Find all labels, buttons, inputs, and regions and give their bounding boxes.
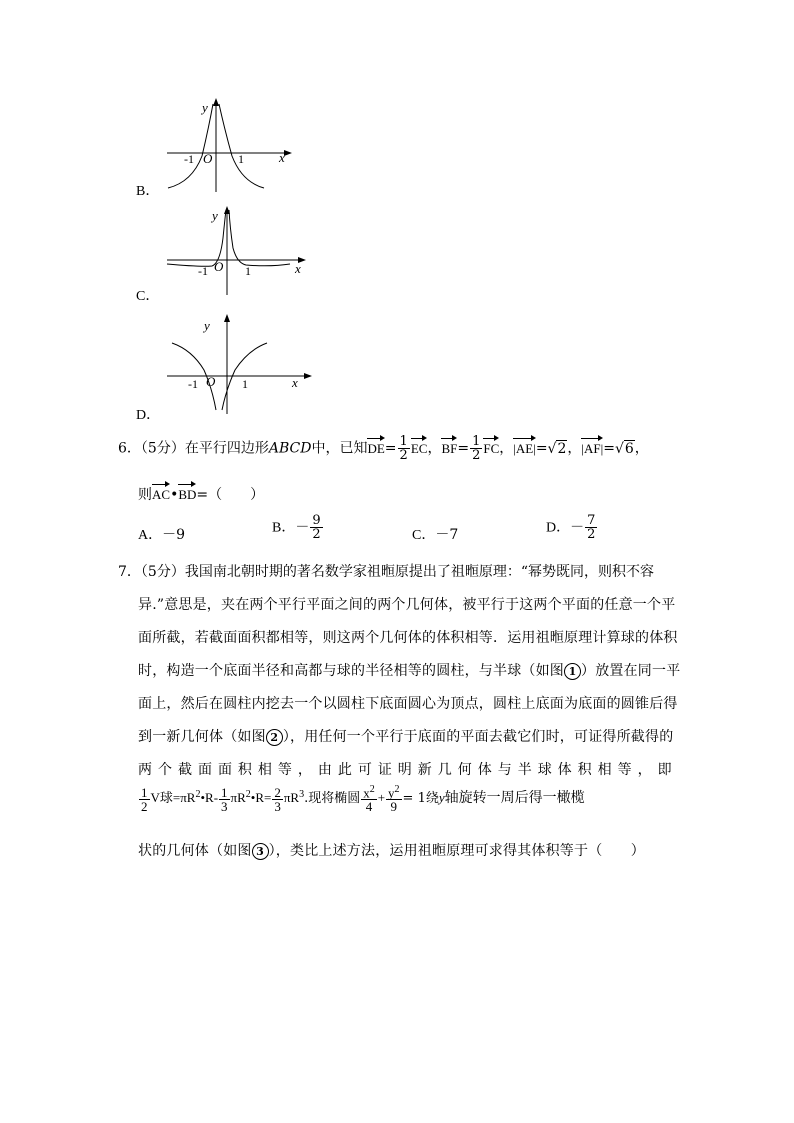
q6-sqrt-2 — [548, 441, 568, 457]
formula-x-frac — [361, 785, 377, 813]
q7-line9a: 状的几何体（如图 — [138, 843, 252, 859]
graph-d-plot — [130, 310, 330, 420]
q7-line7-char: 等 — [277, 762, 293, 778]
q7-line7-char: 球 — [537, 762, 552, 778]
q6-option-b[interactable] — [272, 514, 324, 541]
q6-option-d-minus: － — [570, 519, 585, 536]
q6-option-d-frac — [585, 514, 597, 541]
q6-eq4: = — [603, 440, 615, 457]
formula-plus: + — [377, 790, 386, 806]
q6-option-a-value: －9 — [162, 527, 186, 543]
formula-third-den: 3 — [221, 798, 228, 814]
q7-line7-char: 由 — [317, 762, 333, 778]
graph-d-origin: O — [206, 374, 216, 389]
formula-x-sq: 2 — [369, 784, 375, 795]
q6-eq2: = — [457, 440, 470, 457]
q6-option-c-value: －7 — [435, 527, 459, 543]
question-7-line-9 — [138, 840, 645, 860]
formula-third — [219, 786, 230, 813]
formula-v: V球 — [150, 790, 173, 806]
q6-option-b-label: B． — [272, 520, 296, 536]
q7-line7-char: 积 — [577, 762, 592, 778]
graph-d — [130, 310, 330, 423]
formula-y-den: 9 — [386, 799, 402, 813]
q7-line6b: ），用任何一个平行于底面的平面去截它们时，可证得所截得的 — [282, 729, 674, 745]
graph-c-pos: 1 — [245, 264, 251, 278]
formula-rest: 轴旋转一周后得一橄榄 — [444, 790, 585, 807]
vec-af: |AF| — [581, 440, 604, 456]
q7-line7-char: ， — [637, 762, 652, 778]
q6-number: 6． — [118, 440, 141, 457]
question-7-line-2: 异.”意思是，夹在两个平行平面之间的两个几何体，被平行于这两个平面的任意一个平 — [138, 597, 676, 613]
q6-ask-post: =（ ） — [196, 487, 265, 503]
q6-frac-1-den: 2 — [399, 448, 408, 463]
graph-b — [130, 96, 330, 201]
q7-line7-char: 证 — [377, 762, 393, 778]
option-d-label: D． — [136, 408, 161, 423]
q7-line7-char: 明 — [397, 762, 412, 778]
q6-abcd: ABCD — [268, 440, 312, 457]
formula-eq1: = 1绕 — [402, 791, 439, 807]
graph-b-origin: O — [203, 151, 213, 166]
vec-de: DE — [367, 440, 385, 456]
formula-sq-1: 2 — [195, 788, 201, 800]
q6-option-d-num: 7 — [587, 513, 596, 528]
q6-option-b-frac — [310, 514, 322, 541]
q7-line7-char: 等 — [617, 762, 632, 778]
q6-option-d-label: D． — [546, 520, 571, 536]
q6-sqrt-sym-2: √ — [614, 440, 624, 457]
q7-line7-char: 几 — [437, 762, 452, 778]
formula-two-den: 3 — [274, 798, 281, 814]
q6-option-b-minus: － — [295, 519, 310, 536]
q6-score: （5分） — [140, 440, 185, 457]
graph-b-x: x — [279, 150, 285, 165]
question-7-line-4 — [138, 660, 680, 680]
formula-half-num: 1 — [141, 784, 148, 800]
formula-pi2: πR — [230, 790, 246, 806]
q7-line7-char: 何 — [457, 762, 472, 778]
q6-option-a-label: A． — [138, 528, 163, 543]
formula-r2: •R= — [250, 790, 272, 806]
q7-line7-char: 新 — [417, 762, 432, 778]
formula-y-sq: 2 — [394, 784, 400, 795]
q6-ask — [138, 484, 264, 504]
q6-option-c[interactable] — [412, 524, 458, 544]
q7-score: （5分） — [140, 564, 185, 580]
graph-c-plot — [130, 203, 330, 303]
q7-line7-char: 相 — [257, 762, 273, 778]
option-b-label: B． — [136, 184, 160, 199]
graph-d-x: x — [292, 375, 298, 390]
q6-frac-1-num: 1 — [399, 434, 408, 449]
formula-text: .现将椭圆 — [304, 791, 361, 807]
formula-half — [139, 786, 150, 813]
q7-line7-char: 此 — [337, 762, 353, 778]
q6-comma-3: ， — [567, 440, 582, 457]
formula-x-den: 4 — [361, 799, 377, 813]
option-c-label: C． — [136, 289, 160, 304]
formula-yaxis: y — [438, 790, 445, 806]
q7-line4a: 时，构造一个底面半径和高都与球的半径相等的圆柱，与半球（如图 — [138, 663, 564, 679]
q7-line7-char: 面 — [217, 762, 233, 778]
q7-line7-char: 体 — [557, 762, 572, 778]
formula-third-num: 1 — [221, 784, 228, 800]
q6-text-b: 中，已知 — [311, 440, 368, 457]
vec-fc: FC — [483, 440, 500, 456]
question-7-line-6 — [138, 726, 673, 746]
q7-line7-char: ， — [297, 762, 313, 778]
q6-option-c-label: C． — [412, 528, 436, 543]
q7-line4b: ）放置在同一平 — [581, 663, 681, 679]
graph-d-y: y — [204, 318, 210, 333]
q6-frac-2-den: 2 — [472, 448, 481, 463]
graph-c-y: y — [212, 208, 218, 223]
q7-line6a: 到一新几何体（如图 — [138, 729, 266, 745]
q7-line7-char: 可 — [357, 762, 373, 778]
formula-y: y — [388, 785, 395, 801]
graph-b-plot — [130, 96, 330, 201]
q7-line7-char: 即 — [657, 762, 672, 778]
formula-sq-2: 2 — [245, 788, 251, 800]
formula-pi: =πR — [172, 790, 196, 806]
q6-comma-1: ， — [427, 440, 442, 457]
q7-line1: 我国南北朝时期的著名数学家祖暅原提出了祖暅原理：“幂势既同，则积不容 — [184, 564, 654, 580]
graph-d-neg: -1 — [188, 377, 198, 391]
q6-frac-1 — [398, 435, 410, 462]
question-7-line-3: 面所截，若截面面积都相等，则这两个几何体的体积相等．运用祖暅原理计算球的体积 — [138, 630, 678, 646]
question-7-line-5: 面上，然后在圆柱内挖去一个以圆柱下底面圆心为顶点，圆柱上底面为底面的圆锥后得 — [138, 696, 678, 712]
q7-line7-char: 个 — [157, 762, 173, 778]
graph-b-y: y — [202, 100, 208, 115]
q7-line9b: ），类比上述方法，运用祖暅原理可求得其体积等于（ ） — [268, 843, 646, 859]
q7-line7-char: 面 — [197, 762, 213, 778]
vec-ec: EC — [410, 440, 428, 456]
q6-comma-2: ， — [499, 440, 514, 457]
figure-3-marker: 3 — [252, 843, 269, 860]
formula-x-num — [361, 785, 377, 799]
q6-option-d-den: 2 — [587, 527, 596, 542]
q7-line7-char: 相 — [597, 762, 612, 778]
q6-sqrt-sym-1: √ — [547, 440, 557, 457]
vec-bd: BD — [178, 487, 197, 502]
formula-y-frac — [386, 785, 402, 813]
q6-ask-pre: 则 — [138, 487, 152, 503]
vec-ae: |AE| — [513, 440, 536, 456]
graph-d-pos: 1 — [242, 377, 248, 391]
vec-bf: BF — [441, 440, 458, 456]
formula-two-num: 2 — [274, 784, 281, 800]
graph-c-origin: O — [214, 259, 224, 274]
question-7-line-7 — [138, 759, 672, 779]
q6-frac-2-num: 1 — [472, 434, 481, 449]
q7-line7-char: 体 — [477, 762, 492, 778]
q6-text-a: 在平行四边形 — [184, 440, 269, 457]
graph-c — [130, 203, 330, 303]
q6-option-b-num: 9 — [312, 513, 321, 528]
q6-comma-4: ， — [634, 440, 649, 457]
graph-c-x: x — [295, 261, 301, 276]
question-7-formula-line — [138, 785, 585, 813]
q7-line7-char: 半 — [517, 762, 532, 778]
formula-r: •R- — [200, 790, 219, 806]
question-7-line-1 — [118, 561, 654, 581]
q6-option-a[interactable] — [138, 524, 185, 544]
vec-ac: AC — [152, 487, 171, 502]
q7-line7-char: 积 — [237, 762, 253, 778]
formula-two-thirds — [272, 786, 283, 813]
q6-eq3: = — [535, 440, 548, 457]
graph-b-pos: 1 — [238, 152, 244, 166]
q6-ae-val: 2 — [557, 440, 567, 457]
q6-eq1: = — [384, 440, 397, 457]
question-6 — [118, 435, 649, 462]
graph-c-neg: -1 — [198, 264, 208, 278]
q7-line7-char: 截 — [177, 762, 193, 778]
q6-option-d[interactable] — [546, 514, 598, 541]
formula-pi3: πR — [283, 790, 300, 806]
figure-2-marker: 2 — [266, 729, 283, 746]
graph-b-neg: -1 — [184, 152, 194, 166]
figure-1-marker: 1 — [564, 663, 581, 680]
q6-dot: • — [170, 487, 179, 503]
q6-sqrt-6 — [615, 441, 635, 457]
q7-line7-char: 与 — [497, 762, 512, 778]
q7-number: 7． — [118, 564, 141, 580]
formula-half-den: 2 — [141, 798, 148, 814]
formula-cube: 3 — [299, 788, 305, 800]
q7-line7-char: 两 — [138, 762, 153, 778]
formula-x: x — [363, 785, 370, 801]
q6-option-b-den: 2 — [312, 527, 321, 542]
formula-y-num — [386, 785, 402, 799]
q6-frac-2 — [470, 435, 482, 462]
q6-af-val: 6 — [624, 440, 634, 457]
